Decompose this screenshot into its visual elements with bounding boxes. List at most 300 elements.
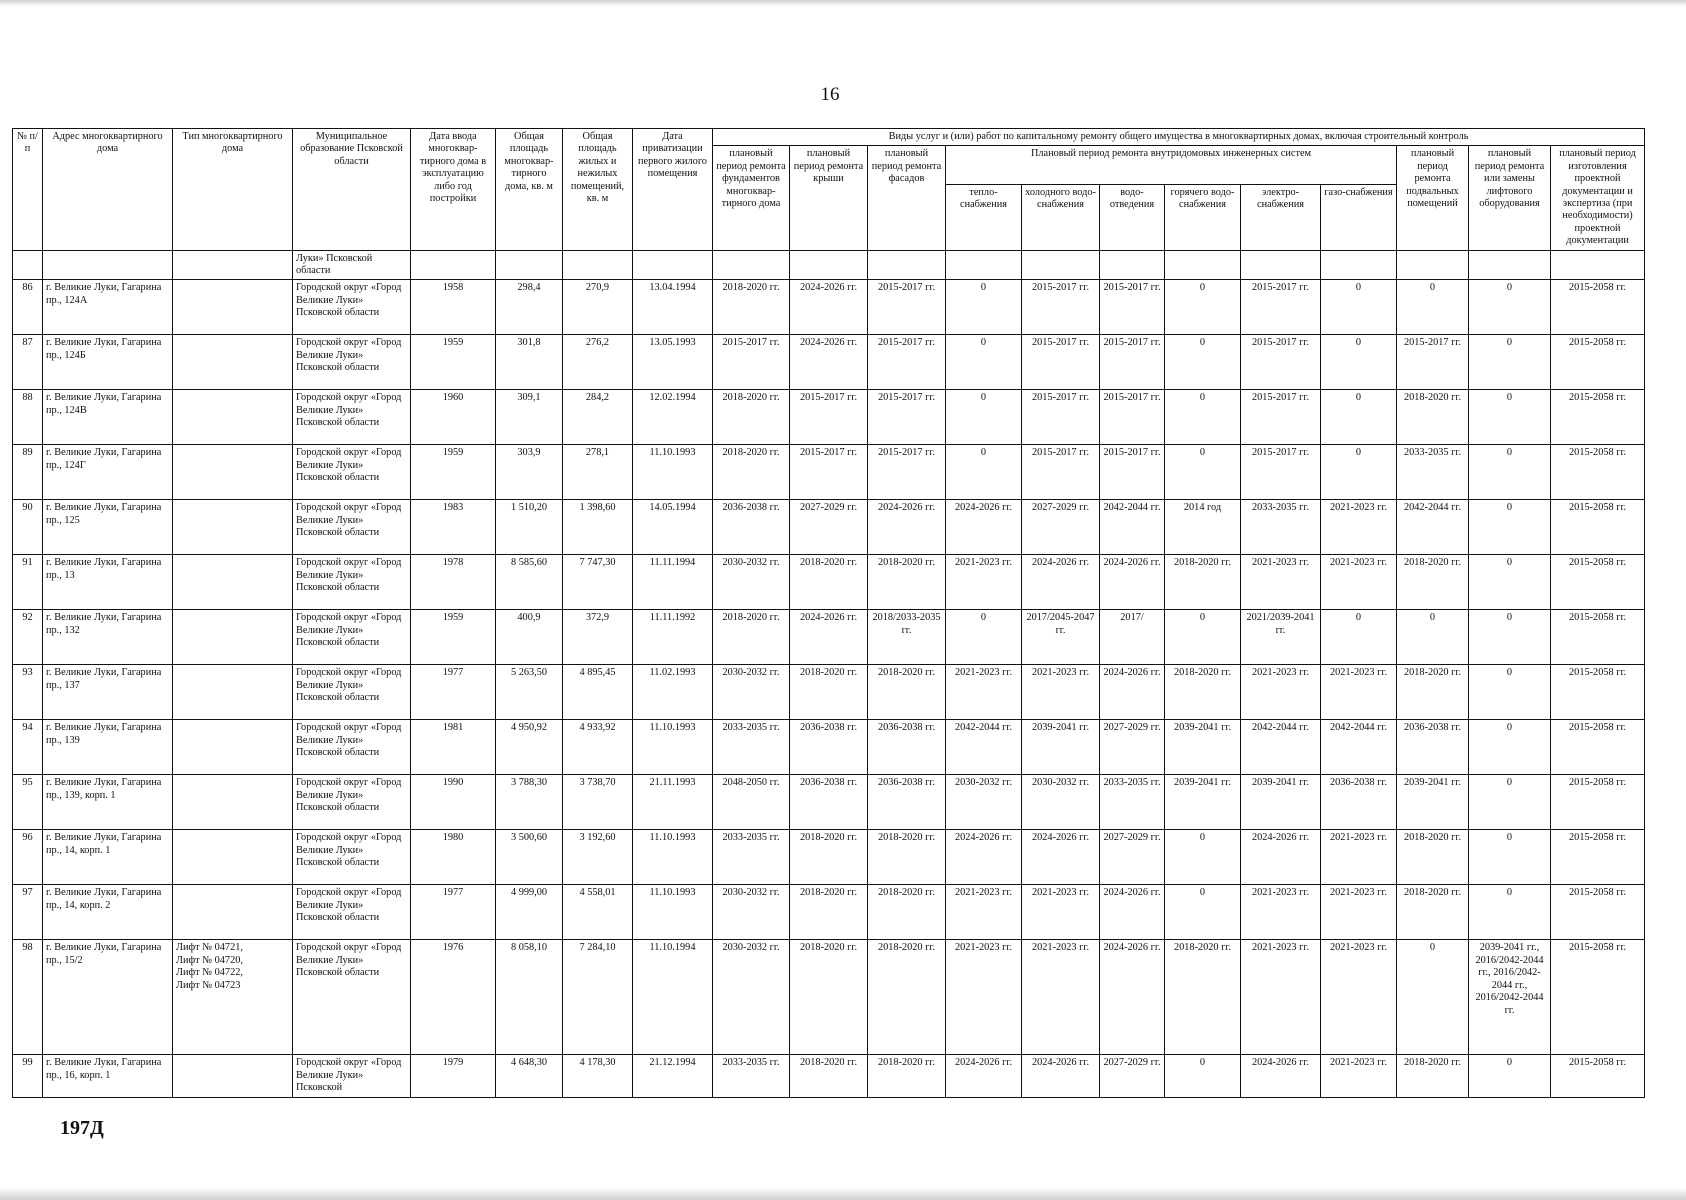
cell-type: [173, 610, 293, 665]
cell-elevator: 0: [1469, 610, 1551, 665]
cell-electric: 2015-2017 гг.: [1241, 390, 1321, 445]
header-type: Тип многоквартирного дома: [173, 129, 293, 251]
cell-privatization: 12.02.1994: [633, 390, 713, 445]
cell-living-area: 4 895,45: [563, 665, 633, 720]
cell-municipality: Городской округ «Город Великие Луки» Псковской области: [293, 445, 411, 500]
cell-roof: 2018-2020 гг.: [790, 830, 868, 885]
cell-address: г. Великие Луки, Гагарина пр., 14, корп. 1: [43, 830, 173, 885]
cell-facade: 2036-2038 гг.: [868, 720, 946, 775]
cell-living-area: 4 933,92: [563, 720, 633, 775]
cell-living-area: 4 558,01: [563, 885, 633, 940]
cell-living-area: 3 738,70: [563, 775, 633, 830]
cell-type: [173, 665, 293, 720]
cell-cold-water: 2021-2023 гг.: [1022, 885, 1100, 940]
header-services-group: Виды услуг и (или) работ по капитальному ремонту общего имущества в многоквартирных домах, включая строительный контроль: [713, 129, 1645, 146]
cell-cold-water: 2039-2041 гг.: [1022, 720, 1100, 775]
cell-heat: 2030-2032 гг.: [946, 775, 1022, 830]
cell-docs: 2015-2058 гг.: [1551, 335, 1645, 390]
repair-schedule-table: [12, 128, 1645, 1098]
cell-gas: 2021-2023 гг.: [1321, 665, 1397, 720]
cell-elevator: 0: [1469, 1055, 1551, 1098]
header-living-area: Общая площадь жилых и нежилых помещений, кв. м: [563, 129, 633, 251]
cell-privatization: 11.10.1993: [633, 720, 713, 775]
table-row: [13, 1055, 1645, 1098]
cell-foundation: 2030-2032 гг.: [713, 885, 790, 940]
cell-hot-water: 0: [1165, 280, 1241, 335]
cell-type: [173, 1055, 293, 1098]
header-project-docs: плановый период изготовления проектной документации и экспертиза (при необходимости) проектной документации: [1551, 146, 1645, 250]
header-total-area: Общая площадь многоквар-тирного дома, кв. м: [496, 129, 563, 251]
cell-foundation: 2036-2038 гг.: [713, 500, 790, 555]
cell-heat: 0: [946, 610, 1022, 665]
cell-hot-water: 2018-2020 гг.: [1165, 665, 1241, 720]
cell-facade: 2018-2020 гг.: [868, 555, 946, 610]
cell-cold-water: 2015-2017 гг.: [1022, 390, 1100, 445]
cell-docs: 2015-2058 гг.: [1551, 720, 1645, 775]
cell-year: 1980: [411, 830, 496, 885]
cell-gas: 2021-2023 гг.: [1321, 830, 1397, 885]
cell-foundation: 2048-2050 гг.: [713, 775, 790, 830]
cell-sewer: 2024-2026 гг.: [1100, 940, 1165, 1055]
cell-living-area: 1 398,60: [563, 500, 633, 555]
cell-living-area: 7 284,10: [563, 940, 633, 1055]
cell-heat: 0: [946, 390, 1022, 445]
cell-hot-water: 0: [1165, 1055, 1241, 1098]
table-row: [13, 390, 1645, 445]
cell-no: 99: [13, 1055, 43, 1098]
cell-cold-water: 2027-2029 гг.: [1022, 500, 1100, 555]
cell-roof: 2018-2020 гг.: [790, 555, 868, 610]
cell-municipality: Городской округ «Город Великие Луки» Псковской области: [293, 720, 411, 775]
cell-gas: 2021-2023 гг.: [1321, 885, 1397, 940]
cell-facade: 2018-2020 гг.: [868, 885, 946, 940]
header-heat: тепло-снабжения: [946, 184, 1022, 250]
cell-living-area: 4 178,30: [563, 1055, 633, 1098]
cell-total-area: 303,9: [496, 445, 563, 500]
cell-address: г. Великие Луки, Гагарина пр., 124А: [43, 280, 173, 335]
cell-hot-water: 0: [1165, 830, 1241, 885]
header-gas: газо-снабжения: [1321, 184, 1397, 250]
cell-docs: 2015-2058 гг.: [1551, 885, 1645, 940]
cell-foundation: 2033-2035 гг.: [713, 830, 790, 885]
cell-elevator: 0: [1469, 665, 1551, 720]
cell-heat: 2024-2026 гг.: [946, 1055, 1022, 1098]
cell-privatization: 11.02.1993: [633, 665, 713, 720]
cell-hot-water: 2039-2041 гг.: [1165, 775, 1241, 830]
cell-no: 90: [13, 500, 43, 555]
header-foundation: плановый период ремонта фундаментов многоквар-тирного дома: [713, 146, 790, 250]
cell-no: 96: [13, 830, 43, 885]
cell-privatization: 11.10.1993: [633, 885, 713, 940]
cell-elevator: 0: [1469, 775, 1551, 830]
cell-privatization: 21.11.1993: [633, 775, 713, 830]
cell-type: [173, 885, 293, 940]
cell-docs: 2015-2058 гг.: [1551, 500, 1645, 555]
cell-municipality: Городской округ «Город Великие Луки» Псковской области: [293, 500, 411, 555]
header-facade: плановый период ремонта фасадов: [868, 146, 946, 250]
table-row: [13, 665, 1645, 720]
continued-row: [13, 250, 1645, 280]
elevator-id: Лифт № 04723: [176, 979, 241, 991]
cell-privatization: 21.12.1994: [633, 1055, 713, 1098]
cell-year: 1990: [411, 775, 496, 830]
cell-address: г. Великие Луки, Гагарина пр., 13: [43, 555, 173, 610]
cell-elevator: 0: [1469, 885, 1551, 940]
cell-heat: 2024-2026 гг.: [946, 830, 1022, 885]
cell-heat: 2021-2023 гг.: [946, 555, 1022, 610]
cell-gas: 0: [1321, 445, 1397, 500]
cell-hot-water: 0: [1165, 610, 1241, 665]
cell-total-area: 4 648,30: [496, 1055, 563, 1098]
cell-docs: 2015-2058 гг.: [1551, 555, 1645, 610]
header-no: № п/п: [13, 129, 43, 251]
cell-living-area: 276,2: [563, 335, 633, 390]
cell-privatization: 11.10.1993: [633, 830, 713, 885]
cell-municipality: Городской округ «Город Великие Луки» Псковской области: [293, 610, 411, 665]
table-row: [13, 500, 1645, 555]
cell-address: г. Великие Луки, Гагарина пр., 16, корп. 1: [43, 1055, 173, 1098]
cell-cold-water: 2015-2017 гг.: [1022, 335, 1100, 390]
cell-elevator: 0: [1469, 500, 1551, 555]
cell-total-area: 3 500,60: [496, 830, 563, 885]
cell-municipality: Городской округ «Город Великие Луки» Псковской: [293, 1055, 411, 1098]
cell-cold-water: 2024-2026 гг.: [1022, 555, 1100, 610]
cell-electric: 2021-2023 гг.: [1241, 665, 1321, 720]
cell-heat: 0: [946, 445, 1022, 500]
cell-hot-water: 2014 год: [1165, 500, 1241, 555]
cell-hot-water: 2018-2020 гг.: [1165, 555, 1241, 610]
cell-no: 95: [13, 775, 43, 830]
header-sewer: водо-отведения: [1100, 184, 1165, 250]
cell-docs: 2015-2058 гг.: [1551, 390, 1645, 445]
cell-living-area: 270,9: [563, 280, 633, 335]
cell-sewer: 2042-2044 гг.: [1100, 500, 1165, 555]
cell-docs: 2015-2058 гг.: [1551, 830, 1645, 885]
cell-electric: 2015-2017 гг.: [1241, 445, 1321, 500]
elevator-id: Лифт № 04722,: [176, 967, 243, 979]
cell-elevator: 0: [1469, 830, 1551, 885]
cell-basement: 2018-2020 гг.: [1397, 885, 1469, 940]
page-number: 16: [820, 84, 840, 105]
cell-roof: 2015-2017 гг.: [790, 445, 868, 500]
cell-docs: 2015-2058 гг.: [1551, 775, 1645, 830]
cell-year: 1959: [411, 610, 496, 665]
cell-foundation: 2018-2020 гг.: [713, 280, 790, 335]
elevator-id: Лифт № 04720,: [176, 954, 243, 966]
cell-gas: 0: [1321, 390, 1397, 445]
cell-foundation: 2018-2020 гг.: [713, 445, 790, 500]
cell-municipality: Городской округ «Город Великие Луки» Псковской области: [293, 390, 411, 445]
cell-sewer: 2027-2029 гг.: [1100, 830, 1165, 885]
header-engineering-group: Плановый период ремонта внутридомовых инженерных систем: [946, 146, 1397, 184]
cell-facade: 2018-2020 гг.: [868, 940, 946, 1055]
cell-living-area: 278,1: [563, 445, 633, 500]
header-municipality: Муниципальное образование Псковской области: [293, 129, 411, 251]
cell-roof: 2036-2038 гг.: [790, 775, 868, 830]
cell-sewer: 2015-2017 гг.: [1100, 280, 1165, 335]
cell-total-area: 301,8: [496, 335, 563, 390]
cell-year: 1977: [411, 665, 496, 720]
cell-cold-water: 2021-2023 гг.: [1022, 940, 1100, 1055]
table-row: [13, 335, 1645, 390]
cell-privatization: 11.11.1992: [633, 610, 713, 665]
header-cold-water: холодного водо-снабжения: [1022, 184, 1100, 250]
cell-address: г. Великие Луки, Гагарина пр., 139, корп. 1: [43, 775, 173, 830]
header-commission-year: Дата ввода многоквар-тирного дома в эксплуатацию либо год постройки: [411, 129, 496, 251]
header-roof: плановый период ремонта крыши: [790, 146, 868, 250]
cell-no: 97: [13, 885, 43, 940]
cell-no: 89: [13, 445, 43, 500]
table-row: [13, 940, 1645, 1055]
header-basement: плановый период ремонта подвальных помещений: [1397, 146, 1469, 250]
cell-electric: 2021-2023 гг.: [1241, 940, 1321, 1055]
footer-code: 197Д: [60, 1117, 104, 1139]
cell-type: [173, 720, 293, 775]
cell-docs: 2015-2058 гг.: [1551, 1055, 1645, 1098]
cell-type: [173, 775, 293, 830]
header-address: Адрес многоквартирного дома: [43, 129, 173, 251]
cell-elevator: 0: [1469, 335, 1551, 390]
cell-elevator: 2039-2041 гг., 2016/2042-2044 гг., 2016/2042-2044 гг., 2016/2042-2044 гг.: [1469, 940, 1551, 1055]
cell-heat: 2021-2023 гг.: [946, 885, 1022, 940]
cell-living-area: 284,2: [563, 390, 633, 445]
header-hot-water: горячего водо-снабжения: [1165, 184, 1241, 250]
cell-foundation: 2030-2032 гг.: [713, 665, 790, 720]
cell-year: 1977: [411, 885, 496, 940]
cell-hot-water: 0: [1165, 445, 1241, 500]
cell-year: 1959: [411, 335, 496, 390]
header-row-1: [13, 129, 1645, 146]
cell-no: 94: [13, 720, 43, 775]
cell-year: 1958: [411, 280, 496, 335]
cell-address: г. Великие Луки, Гагарина пр., 139: [43, 720, 173, 775]
cell-privatization: 13.05.1993: [633, 335, 713, 390]
cell-total-area: 5 263,50: [496, 665, 563, 720]
cell-gas: 2021-2023 гг.: [1321, 1055, 1397, 1098]
cell-municipality: Городской округ «Город Великие Луки» Псковской области: [293, 940, 411, 1055]
cell-privatization: 13.04.1994: [633, 280, 713, 335]
cell-gas: 0: [1321, 610, 1397, 665]
cell-municipality: Городской округ «Город Великие Луки» Псковской области: [293, 335, 411, 390]
cell-gas: 0: [1321, 280, 1397, 335]
cell-electric: 2015-2017 гг.: [1241, 280, 1321, 335]
cell-no: 93: [13, 665, 43, 720]
cell-year: 1978: [411, 555, 496, 610]
cell-facade: 2015-2017 гг.: [868, 280, 946, 335]
cell-year: 1959: [411, 445, 496, 500]
cell-roof: 2027-2029 гг.: [790, 500, 868, 555]
table-row: [13, 280, 1645, 335]
cell-total-area: 8 585,60: [496, 555, 563, 610]
cell-no: 88: [13, 390, 43, 445]
cell-hot-water: 2039-2041 гг.: [1165, 720, 1241, 775]
elevator-id: Лифт № 04721,: [176, 942, 243, 954]
cell-total-area: 1 510,20: [496, 500, 563, 555]
cell-cold-water: 2024-2026 гг.: [1022, 830, 1100, 885]
cell-heat: 0: [946, 280, 1022, 335]
cell-electric: 2024-2026 гг.: [1241, 1055, 1321, 1098]
cell-electric: 2033-2035 гг.: [1241, 500, 1321, 555]
cell-address: г. Великие Луки, Гагарина пр., 15/2: [43, 940, 173, 1055]
cell-facade: 2018-2020 гг.: [868, 665, 946, 720]
cell-electric: 2021/2039-2041 гг.: [1241, 610, 1321, 665]
cell-electric: 2021-2023 гг.: [1241, 885, 1321, 940]
cell-sewer: 2015-2017 гг.: [1100, 445, 1165, 500]
cell-heat: 0: [946, 335, 1022, 390]
cell-sewer: 2024-2026 гг.: [1100, 665, 1165, 720]
table-row: [13, 610, 1645, 665]
cell-foundation: 2018-2020 гг.: [713, 390, 790, 445]
cell-facade: 2036-2038 гг.: [868, 775, 946, 830]
cell-roof: 2024-2026 гг.: [790, 610, 868, 665]
cell-facade: 2018-2020 гг.: [868, 830, 946, 885]
cell-sewer: 2015-2017 гг.: [1100, 390, 1165, 445]
scan-edge-bottom: [0, 1188, 1686, 1200]
cell-basement: 2015-2017 гг.: [1397, 335, 1469, 390]
cell-foundation: 2033-2035 гг.: [713, 720, 790, 775]
cell-cold-water: 2015-2017 гг.: [1022, 445, 1100, 500]
cell-foundation: 2030-2032 гг.: [713, 940, 790, 1055]
cell-roof: 2036-2038 гг.: [790, 720, 868, 775]
cell-elevator: 0: [1469, 445, 1551, 500]
table-row: [13, 885, 1645, 940]
cell-address: г. Великие Луки, Гагарина пр., 14, корп. 2: [43, 885, 173, 940]
cell-no: 87: [13, 335, 43, 390]
cell-docs: 2015-2058 гг.: [1551, 610, 1645, 665]
cell-gas: 0: [1321, 335, 1397, 390]
cell-electric: 2024-2026 гг.: [1241, 830, 1321, 885]
cell-foundation: 2015-2017 гг.: [713, 335, 790, 390]
cell-privatization: 11.10.1994: [633, 940, 713, 1055]
cell-docs: 2015-2058 гг.: [1551, 665, 1645, 720]
cell-total-area: 8 058,10: [496, 940, 563, 1055]
cell-address: г. Великие Луки, Гагарина пр., 137: [43, 665, 173, 720]
table-row: [13, 720, 1645, 775]
cell-municipality: Городской округ «Город Великие Луки» Псковской области: [293, 555, 411, 610]
cell-foundation: 2030-2032 гг.: [713, 555, 790, 610]
cell-municipality: Городской округ «Город Великие Луки» Псковской области: [293, 885, 411, 940]
cell-roof: 2018-2020 гг.: [790, 940, 868, 1055]
cell-roof: 2018-2020 гг.: [790, 665, 868, 720]
cell-basement: 2018-2020 гг.: [1397, 665, 1469, 720]
cell-cold-water: 2024-2026 гг.: [1022, 1055, 1100, 1098]
cell-address: г. Великие Луки, Гагарина пр., 124Б: [43, 335, 173, 390]
cell-roof: 2018-2020 гг.: [790, 885, 868, 940]
cell-no: 98: [13, 940, 43, 1055]
cell-gas: 2021-2023 гг.: [1321, 940, 1397, 1055]
cell-heat: 2042-2044 гг.: [946, 720, 1022, 775]
cell-gas: 2021-2023 гг.: [1321, 500, 1397, 555]
table-row: [13, 775, 1645, 830]
cell-elevator: 0: [1469, 280, 1551, 335]
cell-privatization: 14.05.1994: [633, 500, 713, 555]
cell-facade: 2015-2017 гг.: [868, 445, 946, 500]
header-electric: электро-снабжения: [1241, 184, 1321, 250]
cell-hot-water: 2018-2020 гг.: [1165, 940, 1241, 1055]
cell-total-area: 4 950,92: [496, 720, 563, 775]
cell-total-area: 3 788,30: [496, 775, 563, 830]
cell-basement: 2018-2020 гг.: [1397, 555, 1469, 610]
cell-hot-water: 0: [1165, 335, 1241, 390]
header-privatization-date: Дата приватизации первого жилого помещения: [633, 129, 713, 251]
cell-type: [173, 445, 293, 500]
cell-municipality: Городской округ «Город Великие Луки» Псковской области: [293, 830, 411, 885]
cell-year: 1983: [411, 500, 496, 555]
cell-heat: 2021-2023 гг.: [946, 665, 1022, 720]
cell-electric: 2039-2041 гг.: [1241, 775, 1321, 830]
cell-heat: 2021-2023 гг.: [946, 940, 1022, 1055]
cell-basement: 2018-2020 гг.: [1397, 390, 1469, 445]
cell-cold-water: 2017/2045-2047 гг.: [1022, 610, 1100, 665]
table-row: [13, 555, 1645, 610]
cell-year: 1979: [411, 1055, 496, 1098]
cell-year: 1960: [411, 390, 496, 445]
cell-basement: 0: [1397, 610, 1469, 665]
cell-sewer: 2024-2026 гг.: [1100, 555, 1165, 610]
cell-gas: 2036-2038 гг.: [1321, 775, 1397, 830]
cell-elevator: 0: [1469, 390, 1551, 445]
cell-basement: 2039-2041 гг.: [1397, 775, 1469, 830]
cell-type: [173, 830, 293, 885]
cell-sewer: 2027-2029 гг.: [1100, 720, 1165, 775]
cell-sewer: 2033-2035 гг.: [1100, 775, 1165, 830]
cell-address: г. Великие Луки, Гагарина пр., 124Г: [43, 445, 173, 500]
cell-facade: 2018/2033-2035 гг.: [868, 610, 946, 665]
cell-type: [173, 335, 293, 390]
cell-facade: 2015-2017 гг.: [868, 335, 946, 390]
cell-electric: 2042-2044 гг.: [1241, 720, 1321, 775]
cell-heat: 2024-2026 гг.: [946, 500, 1022, 555]
cell-basement: 0: [1397, 280, 1469, 335]
cell-type: [173, 555, 293, 610]
cell-basement: 2036-2038 гг.: [1397, 720, 1469, 775]
cell-roof: 2024-2026 гг.: [790, 335, 868, 390]
cell-type: [173, 280, 293, 335]
cell-privatization: 11.10.1993: [633, 445, 713, 500]
cell-facade: 2024-2026 гг.: [868, 500, 946, 555]
cell-basement: 2018-2020 гг.: [1397, 830, 1469, 885]
cell-municipality: Городской округ «Город Великие Луки» Псковской области: [293, 665, 411, 720]
cell-municipality: Городской округ «Город Великие Луки» Псковской области: [293, 280, 411, 335]
cell-facade: 2015-2017 гг.: [868, 390, 946, 445]
cell-no: 92: [13, 610, 43, 665]
cell-elevator: 0: [1469, 720, 1551, 775]
cell-gas: 2042-2044 гг.: [1321, 720, 1397, 775]
cell-total-area: 400,9: [496, 610, 563, 665]
cell-foundation: 2018-2020 гг.: [713, 610, 790, 665]
cell-type: [173, 390, 293, 445]
cell-total-area: 4 999,00: [496, 885, 563, 940]
cell-basement: 2042-2044 гг.: [1397, 500, 1469, 555]
cell-roof: 2018-2020 гг.: [790, 1055, 868, 1098]
cell-facade: 2018-2020 гг.: [868, 1055, 946, 1098]
cell-address: г. Великие Луки, Гагарина пр., 125: [43, 500, 173, 555]
cell-basement: 2033-2035 гг.: [1397, 445, 1469, 500]
cell-sewer: 2024-2026 гг.: [1100, 885, 1165, 940]
cell-privatization: 11.11.1994: [633, 555, 713, 610]
continued-municipality: Луки» Псковской области: [293, 250, 411, 280]
cell-total-area: 309,1: [496, 390, 563, 445]
cell-living-area: 3 192,60: [563, 830, 633, 885]
cell-cold-water: 2030-2032 гг.: [1022, 775, 1100, 830]
table-row: [13, 830, 1645, 885]
cell-elevator: 0: [1469, 555, 1551, 610]
cell-electric: 2015-2017 гг.: [1241, 335, 1321, 390]
cell-sewer: 2017/: [1100, 610, 1165, 665]
cell-hot-water: 0: [1165, 885, 1241, 940]
cell-foundation: 2033-2035 гг.: [713, 1055, 790, 1098]
cell-living-area: 372,9: [563, 610, 633, 665]
